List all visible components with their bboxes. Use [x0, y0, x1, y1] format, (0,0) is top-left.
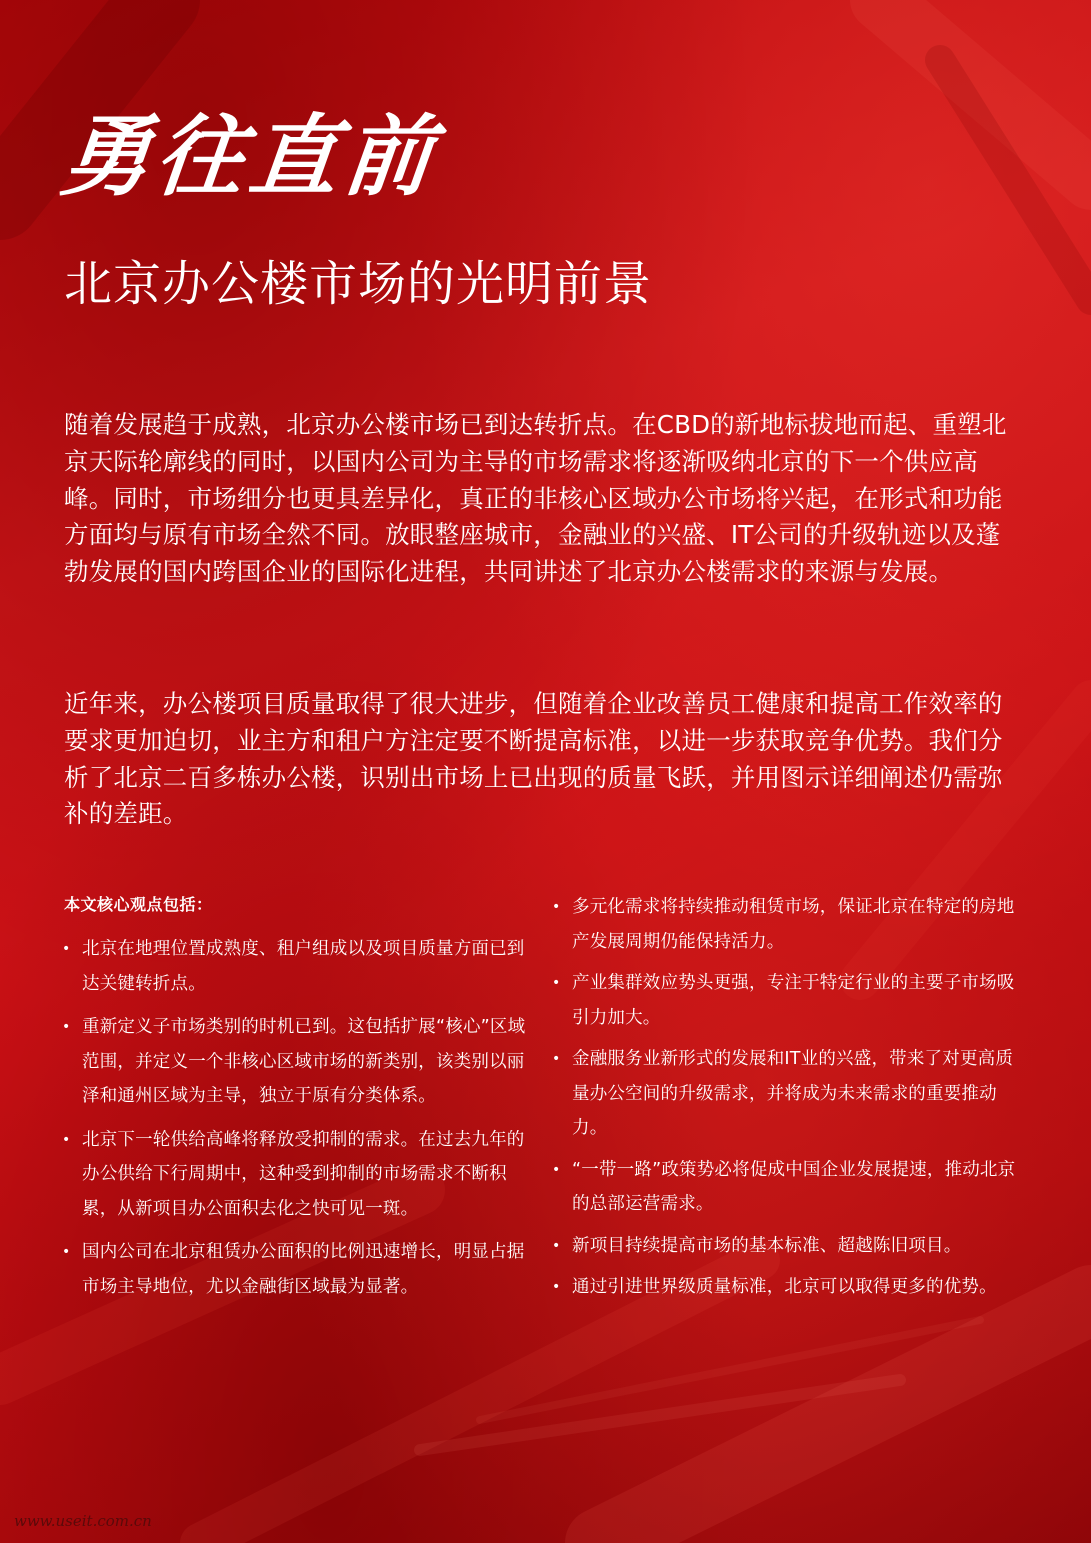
intro-paragraph-1: 随着发展趋于成熟，北京办公楼市场已到达转折点。在CBD的新地标拔地而起、重塑北京天际轮廓线的同时，以国内公司为主导的市场需求将逐渐吸纳北京的下一个供应高峰。同时，市场细分也更具差异化，真正的非核心区域办公市场将兴起，在形式和功能方面均与原有市场全然不同。放眼整座城市，金融业的兴盛、IT公司的升级轨迹以及蓬勃发展的国内跨国企业的国际化进程，共同讲述了北京办公楼需求的来源与发展。 [64, 410, 1007, 587]
bullet-icon: • [62, 1131, 71, 1148]
bullet-icon: • [552, 899, 561, 915]
bullet-icon: • [552, 1051, 561, 1067]
list-item [552, 1270, 1020, 1305]
list-item-text: “一带一路”政策势必将促成中国企业发展提速，推动北京的总部运营需求。 [572, 1159, 1016, 1214]
list-item [552, 1229, 1020, 1264]
list-item-text: 国内公司在北京租赁办公面积的比例迅速增长，明显占据市场主导地位，尤以金融街区域最为显著。 [82, 1242, 525, 1297]
list-item-text: 重新定义子市场类别的时机已到。这包括扩展“核心”区域范围，并定义一个非核心区域市场的新类别，该类别以丽泽和通州区域为主导，独立于原有分类体系。 [82, 1017, 526, 1106]
list-item-text: 产业集群效应势头更强，专注于特定行业的主要子市场吸引力加大。 [572, 973, 1015, 1028]
site-watermark: www.useit.com.cn [14, 1512, 152, 1530]
list-item-text: 北京在地理位置成熟度、租户组成以及项目质量方面已到达关键转折点。 [82, 939, 525, 994]
bullet-icon: • [552, 1279, 561, 1295]
list-item [552, 966, 1020, 1035]
page-subtitle: 北京办公楼市场的光明前景 [64, 256, 653, 312]
list-item [62, 1235, 530, 1304]
key-points-heading: 本文核心观点包括： [64, 895, 213, 914]
list-item [552, 1042, 1020, 1146]
list-item [62, 1010, 530, 1114]
list-item-text: 北京下一轮供给高峰将释放受抑制的需求。在过去九年的办公供给下行周期中，这种受到抑制的市场需求不断积累，从新项目办公面积去化之快可见一斑。 [82, 1129, 525, 1219]
intro-paragraph-2: 近年来，办公楼项目质量取得了很大进步，但随着企业改善员工健康和提高工作效率的要求更加迫切，业主方和租户方注定要不断提高标准，以进一步获取竞争优势。我们分析了北京二百多栋办公楼，识别出市场上已出现的质量飞跃，并用图示详细阐述仍需弥补的差距。 [64, 689, 1003, 829]
bullet-icon: • [552, 975, 561, 991]
key-points-list-right [552, 890, 1020, 1312]
bullet-icon: • [62, 1019, 71, 1035]
list-item-text: 新项目持续提高市场的基本标准、超越陈旧项目。 [572, 1235, 962, 1256]
bullet-icon: • [552, 1237, 561, 1254]
bullet-icon: • [62, 941, 71, 957]
list-item [552, 1153, 1020, 1222]
list-item-text: 通过引进世界级质量标准，北京可以取得更多的优势。 [572, 1277, 997, 1297]
bullet-icon: • [62, 1244, 71, 1260]
key-points-list-left [62, 932, 530, 1313]
list-item [552, 890, 1020, 959]
bullet-icon: • [552, 1161, 561, 1178]
list-item-text: 金融服务业新形式的发展和IT业的兴盛，带来了对更高质量办公空间的升级需求，并将成为未来需求的重要推动力。 [572, 1049, 1014, 1138]
list-item [62, 1123, 530, 1227]
list-item-text: 多元化需求将持续推动租赁市场，保证北京在特定的房地产发展周期仍能保持活力。 [572, 897, 1015, 952]
list-item [62, 932, 530, 1001]
calligraphy-title: 勇往直前 [56, 104, 444, 208]
